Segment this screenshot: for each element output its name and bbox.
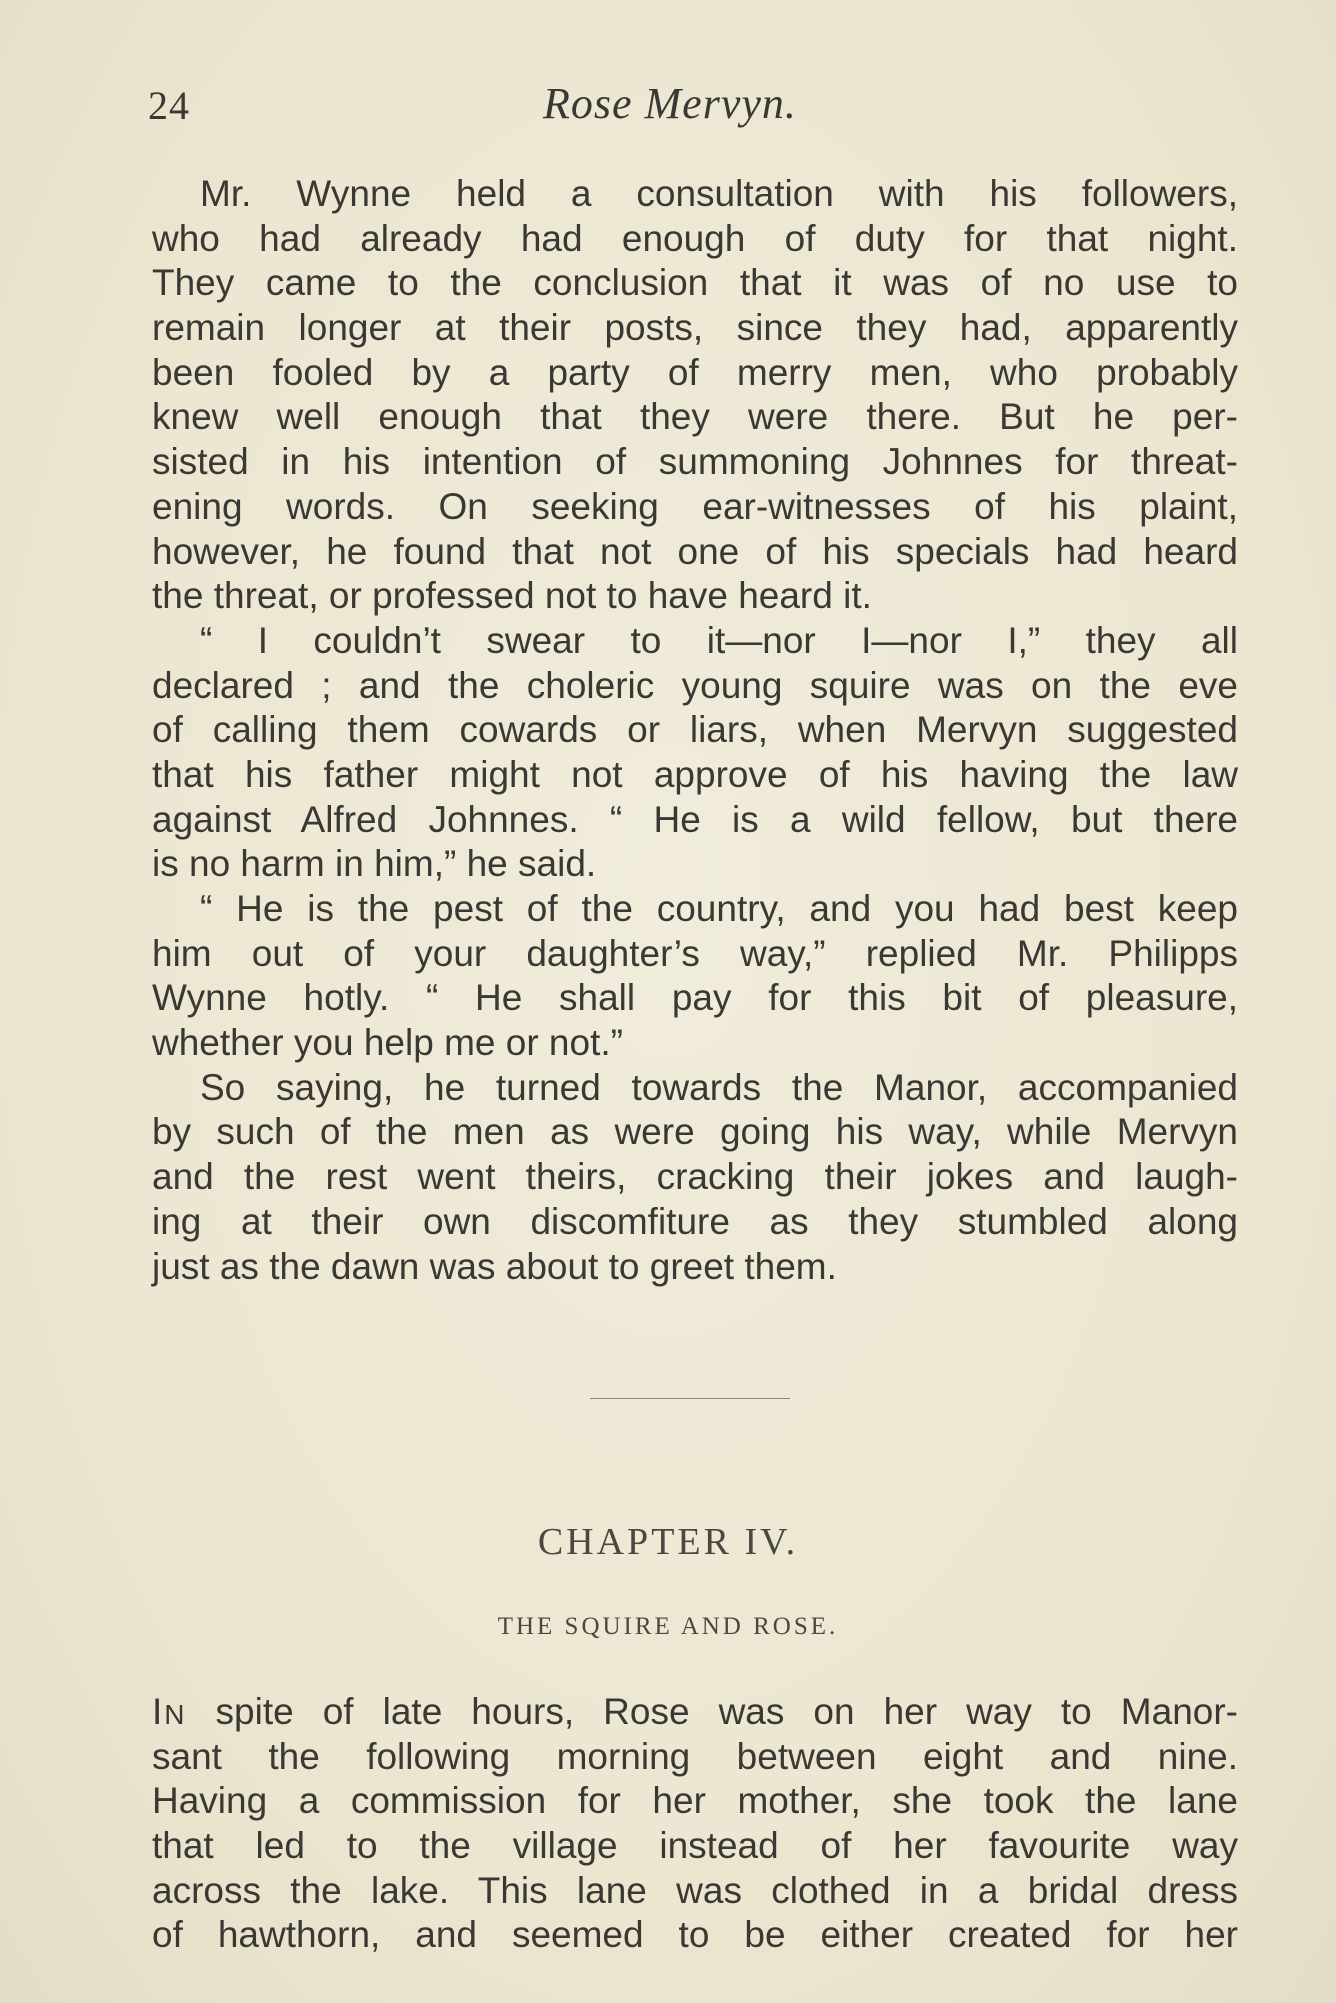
text-line: knew well enough that they were there. But he per-: [152, 396, 1238, 438]
running-title: Rose Mervyn.: [543, 79, 797, 128]
text-line: So saying, he turned towards the Manor, accompanied: [200, 1066, 1238, 1108]
chapter-subtitle: THE SQUIRE AND ROSE.: [497, 1613, 839, 1640]
text-line: Having a commission for her mother, she took the lane: [152, 1780, 1238, 1822]
text-line: that led to the village instead of her favourite way: [152, 1825, 1238, 1867]
text-line: and the rest went theirs, cracking their jokes and laugh-: [152, 1156, 1238, 1198]
text-line: of hawthorn, and seemed to be either created for her: [152, 1914, 1238, 1956]
section-divider-rule: [590, 1398, 790, 1399]
text-line: [152, 1690, 1238, 1735]
text-line: whether you help me or not.”: [152, 1022, 623, 1064]
text-line: across the lake. This lane was clothed in a bridal dress: [152, 1869, 1238, 1911]
text-line: ing at their own discomfiture as they stumbled along: [152, 1200, 1238, 1242]
text-line: ening words. On seeking ear-witnesses of his plaint,: [152, 485, 1238, 527]
text-line: sant the following morning between eight and nine.: [152, 1735, 1238, 1777]
chapter-initial-rest: N: [164, 1699, 187, 1730]
chapter-first-line-text: spite of late hours, Rose was on her way to Manor-: [186, 1691, 1238, 1732]
text-line: Mr. Wynne held a consultation with his followers,: [200, 173, 1238, 214]
section-one-text: [152, 172, 1238, 1289]
text-line: is no harm in him,” he said.: [152, 843, 597, 885]
text-line: remain longer at their posts, since they had, apparently: [152, 307, 1238, 349]
text-line: by such of the men as were going his way, while Mervyn: [152, 1111, 1238, 1153]
chapter-text: [152, 1690, 1238, 1958]
text-line: the threat, or professed not to have heard it.: [152, 575, 872, 617]
text-line: just as the dawn was about to greet them.: [152, 1245, 837, 1287]
text-line: that his father might not approve of his having the law: [152, 753, 1238, 795]
text-line: declared ; and the choleric young squire was on the eve: [152, 664, 1238, 706]
chapter-initial-letter: I: [152, 1691, 165, 1732]
text-line: Wynne hotly. “ He shall pay for this bit of pleasure,: [152, 977, 1238, 1019]
text-line: “ I couldn’t swear to it—nor I—nor I,” they all: [200, 619, 1238, 661]
text-line: who had already had enough of duty for that night.: [152, 217, 1238, 259]
page-number: 24: [148, 83, 190, 128]
text-line: of calling them cowards or liars, when Mervyn suggested: [152, 709, 1238, 751]
text-line: “ He is the pest of the country, and you had best keep: [200, 888, 1238, 929]
chapter-heading: CHAPTER IV.: [537, 1521, 799, 1563]
text-line: against Alfred Johnnes. “ He is a wild fellow, but there: [152, 798, 1238, 840]
text-line: him out of your daughter’s way,” replied Mr. Philipps: [152, 932, 1238, 974]
text-line: been fooled by a party of merry men, who probably: [152, 351, 1238, 393]
chapter-initial: [152, 1690, 187, 1735]
text-line: They came to the conclusion that it was of no use to: [152, 262, 1238, 304]
text-line: sisted in his intention of summoning Johnnes for threat-: [152, 441, 1238, 483]
text-line: however, he found that not one of his specials had heard: [152, 530, 1238, 572]
running-head: [148, 78, 1234, 138]
